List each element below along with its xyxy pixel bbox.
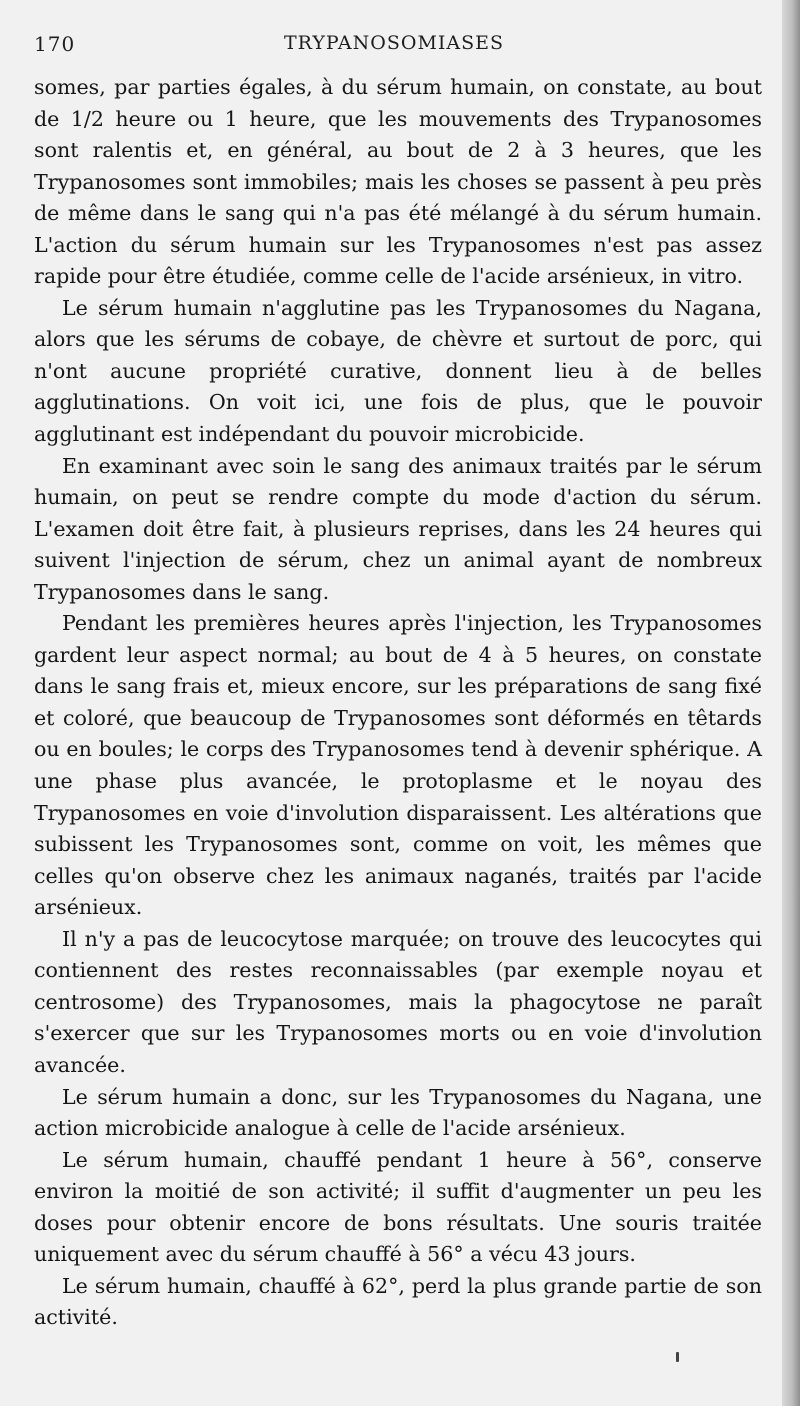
paragraph-alterations: Pendant les premières heures après l'injection, les Trypanosomes gardent leur aspect normal; au bout de 4 à 5 heures, on constate dans le sang frais et, mieux encore, sur les préparations de sang fixé et coloré, que beaucoup de Trypanosomes sont déformés en têtards ou en boules; le corps des Trypanosomes tend à devenir sphérique. A une phase plus avancée, le protoplasme et le noyau des Trypanosomes en voie d'involution disparaissent. Les altérations que subissent les Trypanosomes sont, comme on voit, les mêmes que celles qu'on observe chez les animaux naganés, traités par l'acide arsénieux. — [34, 611, 762, 920]
paragraph-examination: En examinant avec soin le sang des animaux traités par le sérum humain, on peut se rendre compte du mode d'action du sérum. L'examen doit être fait, à plusieurs reprises, dans les 24 heures qui suivent l'injection de sérum, chez un animal ayant de nombreux Trypanosomes dans le sang. — [34, 453, 762, 604]
page-edge-shadow — [782, 0, 800, 1406]
ink-speck — [676, 1352, 679, 1362]
running-title: TRYPANOSOMIASES — [283, 32, 505, 54]
page-number: 170 — [34, 32, 76, 56]
paragraph-heated-62: Le sérum humain, chauffé à 62°, perd la plus grande partie de son activité. — [34, 1273, 762, 1330]
paragraph-agglutination: Le sérum humain n'agglutine pas les Trypanosomes du Nagana, alors que les sérums de cobaye, de chèvre et surtout de porc, qui n'ont aucune propriété curative, donnent lieu à de belles agglutinations. On voit ici, une fois de plus, que le pouvoir agglutinant est indépendant du pouvoir microbicide. — [34, 295, 762, 447]
paragraph-continued: somes, par parties égales, à du sérum humain, on constate, au bout de 1/2 heure ou 1 heure, que les mouvements des Trypanosomes sont ralentis et, en général, au bout de 2 à 3 heures, que les Trypanosomes sont immobiles; mais les choses se passent à peu près de même dans le sang qui n'a pas été mélangé à du sérum humain. L'action du sérum humain sur les Trypanosomes n'est pas assez rapide pour être étudiée, comme celle de l'acide arsénieux, in vitro. — [34, 75, 762, 289]
body-text — [34, 72, 762, 1334]
paragraph-heated-56: Le sérum humain, chauffé pendant 1 heure à 56°, conserve environ la moitié de son activité; il suffit d'augmenter un peu les doses pour obtenir encore de bons résultats. Une souris traitée uniquement avec du sérum chauffé à 56° a vécu 43 jours. — [34, 1147, 762, 1267]
page-header — [34, 32, 754, 62]
paragraph-leucocytosis: Il n'y a pas de leucocytose marquée; on trouve des leucocytes qui contiennent des restes reconnaissables (par exemple noyau et centrosome) des Trypanosomes, mais la phagocytose ne paraît s'exercer que sur les Trypanosomes morts ou en voie d'involution avancée. — [34, 926, 762, 1077]
paragraph-microbicide-action: Le sérum humain a donc, sur les Trypanosomes du Nagana, une action microbicide analogue à celle de l'acide arsénieux. — [34, 1084, 762, 1141]
